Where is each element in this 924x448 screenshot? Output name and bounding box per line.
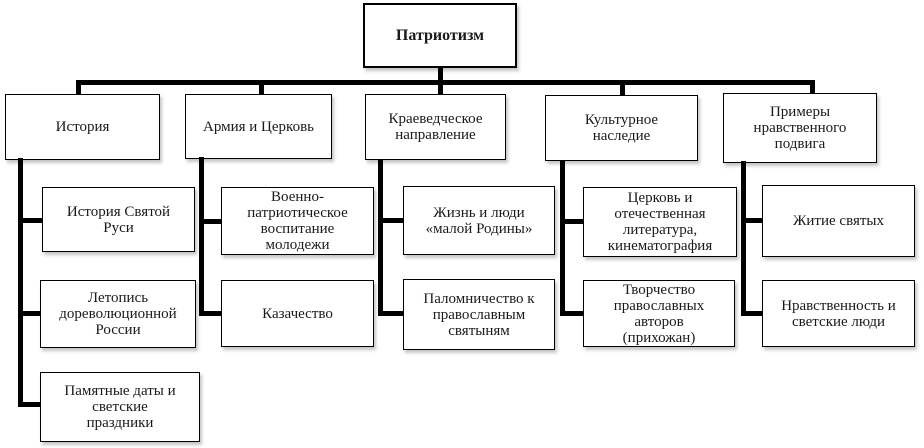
connector-stub-examples xyxy=(810,80,815,94)
branch-node-label: Примеры нравственного подвига xyxy=(753,104,847,152)
connector-stub-cultural xyxy=(620,80,625,96)
leaf-node-label: Памятные даты и светские праздники xyxy=(64,383,176,431)
leaf-node-label: Нравственность и светские люди xyxy=(781,297,896,330)
leaf-node-memorable-dates xyxy=(40,372,200,442)
branch-node-label: Краеведческое направление xyxy=(388,111,483,143)
branch-node-history xyxy=(5,94,160,160)
leaf-node-label: Жизнь и люди «малой Родины» xyxy=(425,204,533,237)
leaf-node-cossacks xyxy=(221,280,374,347)
leaf-node-church-literature-cinema xyxy=(583,187,737,257)
connector-army-child-2 xyxy=(199,311,221,316)
leaf-node-label: Житие святых xyxy=(792,213,885,229)
connector-stub-local-history xyxy=(438,80,443,95)
leaf-node-orthodox-authors xyxy=(583,280,735,347)
connector-stub-army-church xyxy=(259,80,264,95)
connector-history-child-2 xyxy=(18,311,40,316)
connector-local-child-1 xyxy=(378,218,403,223)
branch-node-cultural-heritage xyxy=(545,95,698,161)
connector-local-child-2 xyxy=(378,311,403,316)
connector-cultural-child-1 xyxy=(560,219,583,224)
leaf-node-pilgrimage xyxy=(403,279,555,350)
connector-army-child-1 xyxy=(199,219,221,224)
branch-node-moral-examples xyxy=(723,93,877,163)
branch-node-local-history xyxy=(365,94,506,160)
branch-node-label: Армия и Церковь xyxy=(203,118,314,135)
leaf-node-label: Военно-патриотическое воспитание молодежи xyxy=(247,189,348,253)
branch-node-label: История xyxy=(55,119,110,135)
leaf-node-label: История Святой Руси xyxy=(66,203,171,236)
branch-node-army-church xyxy=(185,94,332,159)
connector-examples-child-1 xyxy=(741,218,762,223)
leaf-node-label: Казачество xyxy=(262,305,333,322)
leaf-node-holy-rus-history xyxy=(42,187,195,252)
connector-cultural-child-2 xyxy=(560,311,583,316)
leaf-node-military-patriotic-education xyxy=(221,187,374,255)
connector-history-vertical xyxy=(18,158,23,407)
leaf-node-label: Летопись дореволюционной России xyxy=(59,290,177,338)
connector-army-vertical xyxy=(199,157,204,316)
connector-main-horizontal xyxy=(76,80,815,85)
leaf-node-small-homeland xyxy=(403,186,555,255)
branch-node-label: Культурное наследие xyxy=(584,112,659,144)
leaf-node-prerevolutionary-chronicle xyxy=(40,280,196,348)
connector-stub-history xyxy=(76,80,81,95)
connector-history-child-1 xyxy=(18,218,42,223)
root-node-patriotism xyxy=(363,3,517,68)
connector-examples-child-2 xyxy=(741,311,762,316)
connector-local-vertical xyxy=(378,159,383,316)
leaf-node-label: Церковь и отечественная литература, кинематография xyxy=(607,190,713,254)
connector-history-child-3 xyxy=(18,402,40,407)
connector-cultural-vertical xyxy=(560,160,565,316)
leaf-node-label: Паломничество к православным святыням xyxy=(423,290,535,339)
leaf-node-morality-secular-people xyxy=(762,280,915,347)
connector-examples-vertical xyxy=(741,161,746,316)
leaf-node-lives-of-saints xyxy=(762,185,915,257)
root-node-label: Патриотизм xyxy=(395,26,485,44)
leaf-node-label: Творчество православных авторов (прихожан) xyxy=(613,281,705,346)
